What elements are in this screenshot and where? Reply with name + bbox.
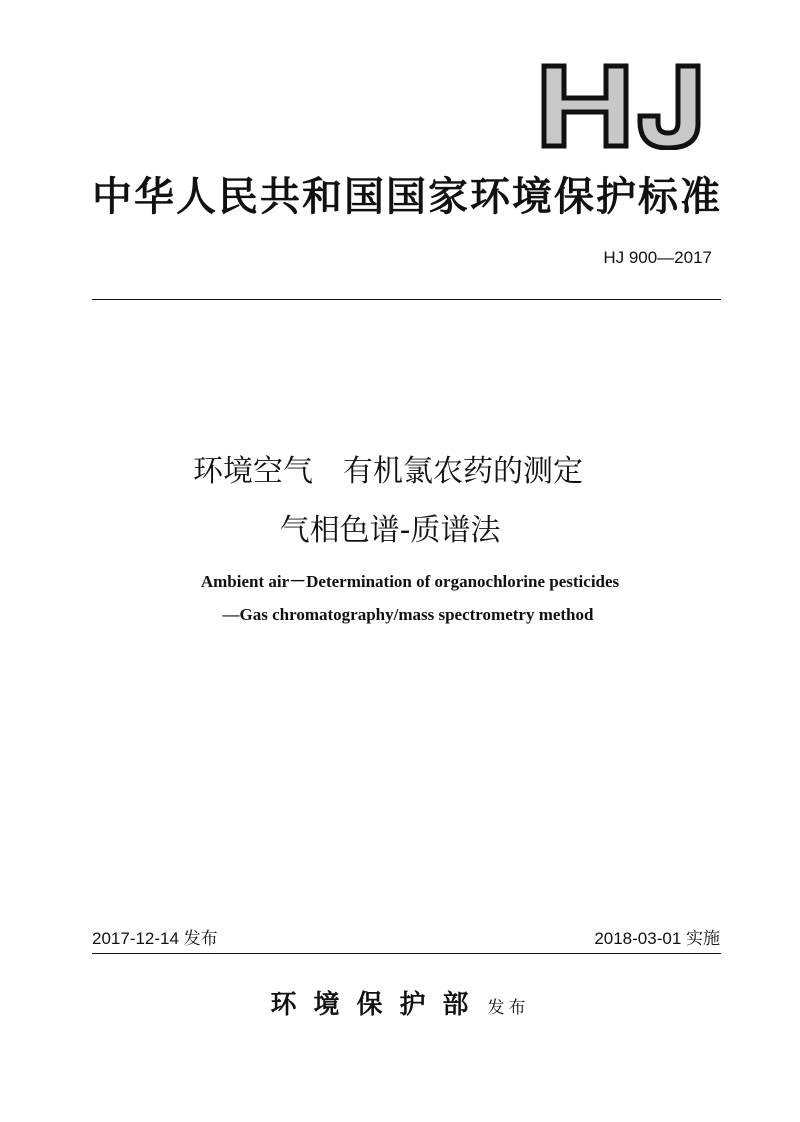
hj-logo <box>540 62 702 150</box>
standard-number: HJ 900—2017 <box>603 248 712 267</box>
bottom-divider <box>92 953 721 954</box>
publisher-line <box>0 984 800 1021</box>
english-title-line-2: —Gas chromatography/mass spectrometry method <box>222 605 594 624</box>
chinese-title-line-1: 环境空气 有机氯农药的测定 <box>193 454 583 489</box>
issue-date: 2017-12-14 发布 <box>92 929 218 948</box>
english-title-line-1: Ambient air－Determination of organochlorine pesticides <box>200 572 620 591</box>
publisher-action: 发布 <box>487 998 530 1018</box>
top-divider <box>92 299 721 300</box>
publisher-name: 环境保护部 <box>270 990 486 1020</box>
organization-title: 中华人民共和国国家环境保护标准 <box>92 174 722 220</box>
chinese-title-line-2: 气相色谱-质谱法 <box>279 513 501 548</box>
implementation-date: 2018-03-01 实施 <box>594 929 720 948</box>
